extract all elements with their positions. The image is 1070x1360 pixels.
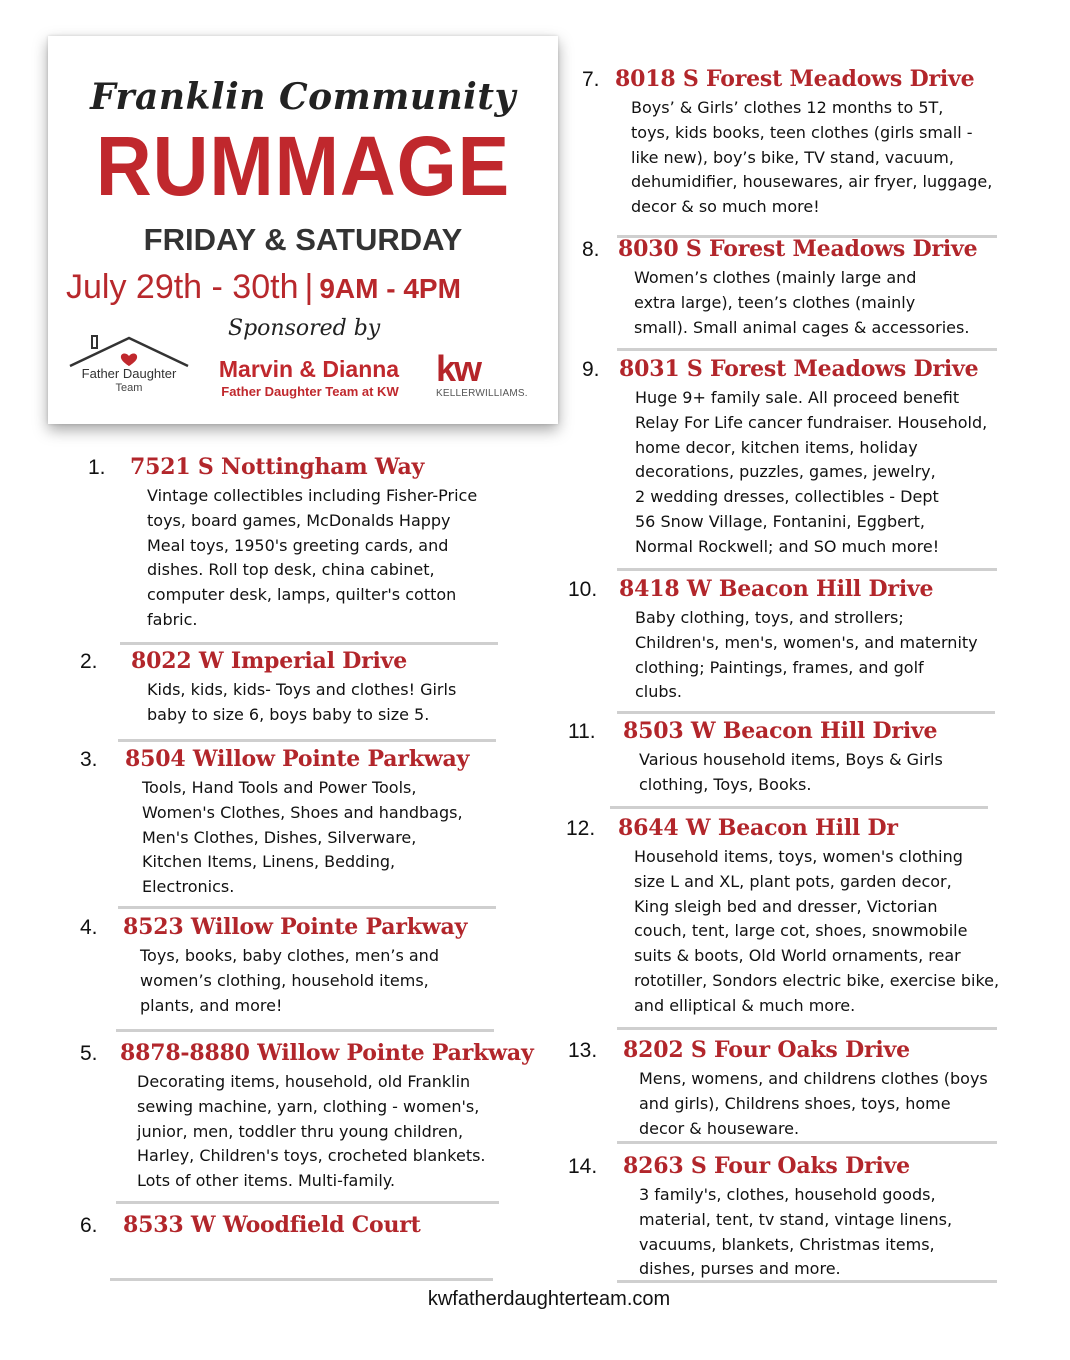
logo-text-father-daughter: Father Daughter xyxy=(81,366,177,381)
rummage-title: RUMMAGE xyxy=(95,119,511,213)
listing-description-line: decor & houseware. xyxy=(639,1118,800,1138)
divider xyxy=(617,1141,997,1144)
listing-description-line: 2 wedding dresses, collectibles - Dept xyxy=(635,487,939,507)
listing-description-line: clothing; Paintings, frames, and golf xyxy=(635,657,924,677)
header-card xyxy=(48,36,558,424)
listing-description-line: vacuums, blankets, Christmas items, xyxy=(639,1234,935,1254)
listing-number: 11. xyxy=(568,720,596,743)
listing-description-line: Vintage collectibles including Fisher-Price xyxy=(147,486,478,505)
listing-description-line: dehumidifier, housewares, air fryer, luggage, xyxy=(631,172,993,192)
listing-address: 8644 W Beacon Hill Dr xyxy=(618,815,898,841)
listing-description-line: women’s clothing, household items, xyxy=(140,970,429,990)
divider xyxy=(118,739,496,742)
divider xyxy=(617,1280,997,1283)
listing-description-line: toys, kids books, teen clothes (girls small - xyxy=(631,122,973,142)
listing-number: 10. xyxy=(568,578,598,601)
listing-description-line: Lots of other items. Multi-family. xyxy=(137,1171,396,1191)
listing-description-line: Relay For Life cancer fundraiser. Household, xyxy=(635,412,988,432)
date-separator: | xyxy=(304,268,314,306)
listing-description-line: Harley, Children's toys, crocheted blankets. xyxy=(137,1146,486,1166)
listing-address: 8018 S Forest Meadows Drive xyxy=(615,66,975,92)
date-line xyxy=(66,268,461,307)
listing-description-line: decor & so much more! xyxy=(631,197,820,217)
listing-number: 5. xyxy=(80,1042,98,1065)
footer-url[interactable]: kwfatherdaughterteam.com xyxy=(427,1288,671,1310)
listing-description-line: Mens, womens, and childrens clothes (boys xyxy=(639,1069,988,1088)
listing-address: 8263 S Four Oaks Drive xyxy=(623,1153,910,1179)
listing-number: 8. xyxy=(582,238,600,261)
listing-number: 2. xyxy=(80,650,98,673)
sponsored-by: Sponsored by xyxy=(228,316,381,341)
days-line: FRIDAY & SATURDAY xyxy=(143,222,463,257)
listing-description-line: rototiller, Sondors electric bike, exercise bike, xyxy=(634,971,1000,990)
listing-description-line: clubs. xyxy=(635,682,682,702)
divider xyxy=(610,806,988,809)
kw-logo: kw xyxy=(436,348,481,389)
listing-description-line: dishes, purses and more. xyxy=(639,1259,841,1279)
listing-number: 13. xyxy=(568,1039,598,1062)
script-title: Franklin Community xyxy=(90,76,516,118)
divider xyxy=(110,1278,493,1281)
listing-number: 4. xyxy=(80,916,98,939)
listing-description-line: home decor, kitchen items, holiday xyxy=(635,437,918,457)
listing-description-line: junior, men, toddler thru young children, xyxy=(137,1121,464,1141)
logo-text-team: Team xyxy=(115,382,143,394)
listing-address: 8503 W Beacon Hill Drive xyxy=(623,718,938,744)
listing-description-line: size L and XL, plant pots, garden decor, xyxy=(634,871,952,891)
listing-number: 7. xyxy=(582,68,600,91)
listing-description-line: couch, tent, large cot, shoes, snowmobile xyxy=(634,921,968,941)
divider xyxy=(116,1029,494,1032)
listing-description-line: plants, and more! xyxy=(140,995,283,1015)
listing-description-line: King sleigh bed and dresser, Victorian xyxy=(634,896,938,916)
listing-description-line: and elliptical & much more. xyxy=(634,995,856,1015)
listing-description-line: dishes. Roll top desk, china cabinet, xyxy=(147,560,435,580)
listing-address: 8030 S Forest Meadows Drive xyxy=(618,236,978,262)
listing-description-line: Kitchen Items, Linens, Bedding, xyxy=(142,852,396,872)
listing-address: 8504 Willow Pointe Parkway xyxy=(125,746,470,772)
listing-description-line: Household items, toys, women's clothing xyxy=(634,847,963,866)
listing-description-line: Tools, Hand Tools and Power Tools, xyxy=(142,778,417,797)
listing-address: 8031 S Forest Meadows Drive xyxy=(619,356,979,382)
listing-address: 8022 W Imperial Drive xyxy=(131,648,408,674)
listing-number: 6. xyxy=(80,1214,98,1237)
listing-description-line: 56 Snow Village, Fontanini, Eggbert, xyxy=(635,512,925,531)
dates: July 29th - 30th xyxy=(66,268,299,306)
listing-description-line: Various household items, Boys & Girls xyxy=(639,750,943,769)
listing-number: 14. xyxy=(568,1155,598,1178)
listing-address: 8202 S Four Oaks Drive xyxy=(623,1037,910,1063)
listing-address: 8523 Willow Pointe Parkway xyxy=(123,914,468,940)
listing-description-line: extra large), teen’s clothes (mainly xyxy=(634,292,916,312)
listing-description-line: Women’s clothes (mainly large and xyxy=(634,268,917,287)
sponsor-team: Father Daughter Team at KW xyxy=(221,384,399,399)
listing-description-line: toys, board games, McDonalds Happy xyxy=(147,510,451,530)
listing-description-line: Huge 9+ family sale. All proceed benefit xyxy=(635,388,960,407)
listing-description-line: material, tent, tv stand, vintage linens, xyxy=(639,1209,953,1229)
listing-description-line: Boys’ & Girls’ clothes 12 months to 5T, xyxy=(631,98,944,117)
listing-description-line: Children's, men's, women's, and maternity xyxy=(635,632,978,652)
listing-description-line: fabric. xyxy=(147,610,198,629)
listing-description-line: and girls), Childrens shoes, toys, home xyxy=(639,1093,951,1113)
listing-address: 8418 W Beacon Hill Drive xyxy=(619,576,934,602)
listing-address: 8533 W Woodfield Court xyxy=(123,1212,421,1238)
listing-description-line: Decorating items, household, old Franklin xyxy=(137,1072,471,1091)
listing-number: 12. xyxy=(566,817,596,840)
keller-williams-name: KELLERWILLIAMS. xyxy=(436,388,528,399)
listing-description-line: Men's Clothes, Dishes, Silverware, xyxy=(142,827,417,847)
listing-description-line: Baby clothing, toys, and strollers; xyxy=(635,608,904,627)
listing-description-line: suits & boots, Old World ornaments, rear xyxy=(634,946,961,966)
divider xyxy=(617,568,997,571)
listing-description-line: Women's Clothes, Shoes and handbags, xyxy=(142,802,463,822)
sponsor-name: Marvin & Dianna xyxy=(218,356,400,382)
listing-number: 9. xyxy=(582,358,600,381)
listing-number: 1. xyxy=(88,456,106,479)
divider xyxy=(617,1027,997,1030)
listing-description-line: decorations, puzzles, games, jewelry, xyxy=(635,462,936,482)
listing-address: 7521 S Nottingham Way xyxy=(130,454,425,480)
listing-description-line: Electronics. xyxy=(142,877,235,897)
listing-description-line: 3 family's, clothes, household goods, xyxy=(639,1185,936,1204)
listing-number: 3. xyxy=(80,748,98,771)
listing-description-line: Kids, kids, kids- Toys and clothes! Girls xyxy=(147,680,457,699)
divider xyxy=(617,711,995,714)
listing-description-line: like new), boy’s bike, TV stand, vacuum, xyxy=(631,147,954,167)
listing-description-line: clothing, Toys, Books. xyxy=(639,774,812,794)
listing-address: 8878-8880 Willow Pointe Parkway xyxy=(120,1040,534,1066)
listing-description-line: small). Small animal cages & accessories. xyxy=(634,317,970,337)
divider xyxy=(116,1201,499,1204)
divider xyxy=(118,906,496,909)
divider xyxy=(120,642,498,645)
listing-description-line: Normal Rockwell; and SO much more! xyxy=(635,536,940,556)
listing-description-line: computer desk, lamps, quilter's cotton xyxy=(147,585,457,605)
hours: 9AM - 4PM xyxy=(319,273,461,304)
listing-description-line: baby to size 6, boys baby to size 5. xyxy=(147,704,430,724)
listing-description-line: Meal toys, 1950's greeting cards, and xyxy=(147,535,449,555)
father-daughter-logo xyxy=(66,332,192,402)
listing-description-line: sewing machine, yarn, clothing - women's, xyxy=(137,1096,480,1116)
listing-description-line: Toys, books, baby clothes, men’s and xyxy=(140,946,439,965)
divider xyxy=(617,348,997,351)
